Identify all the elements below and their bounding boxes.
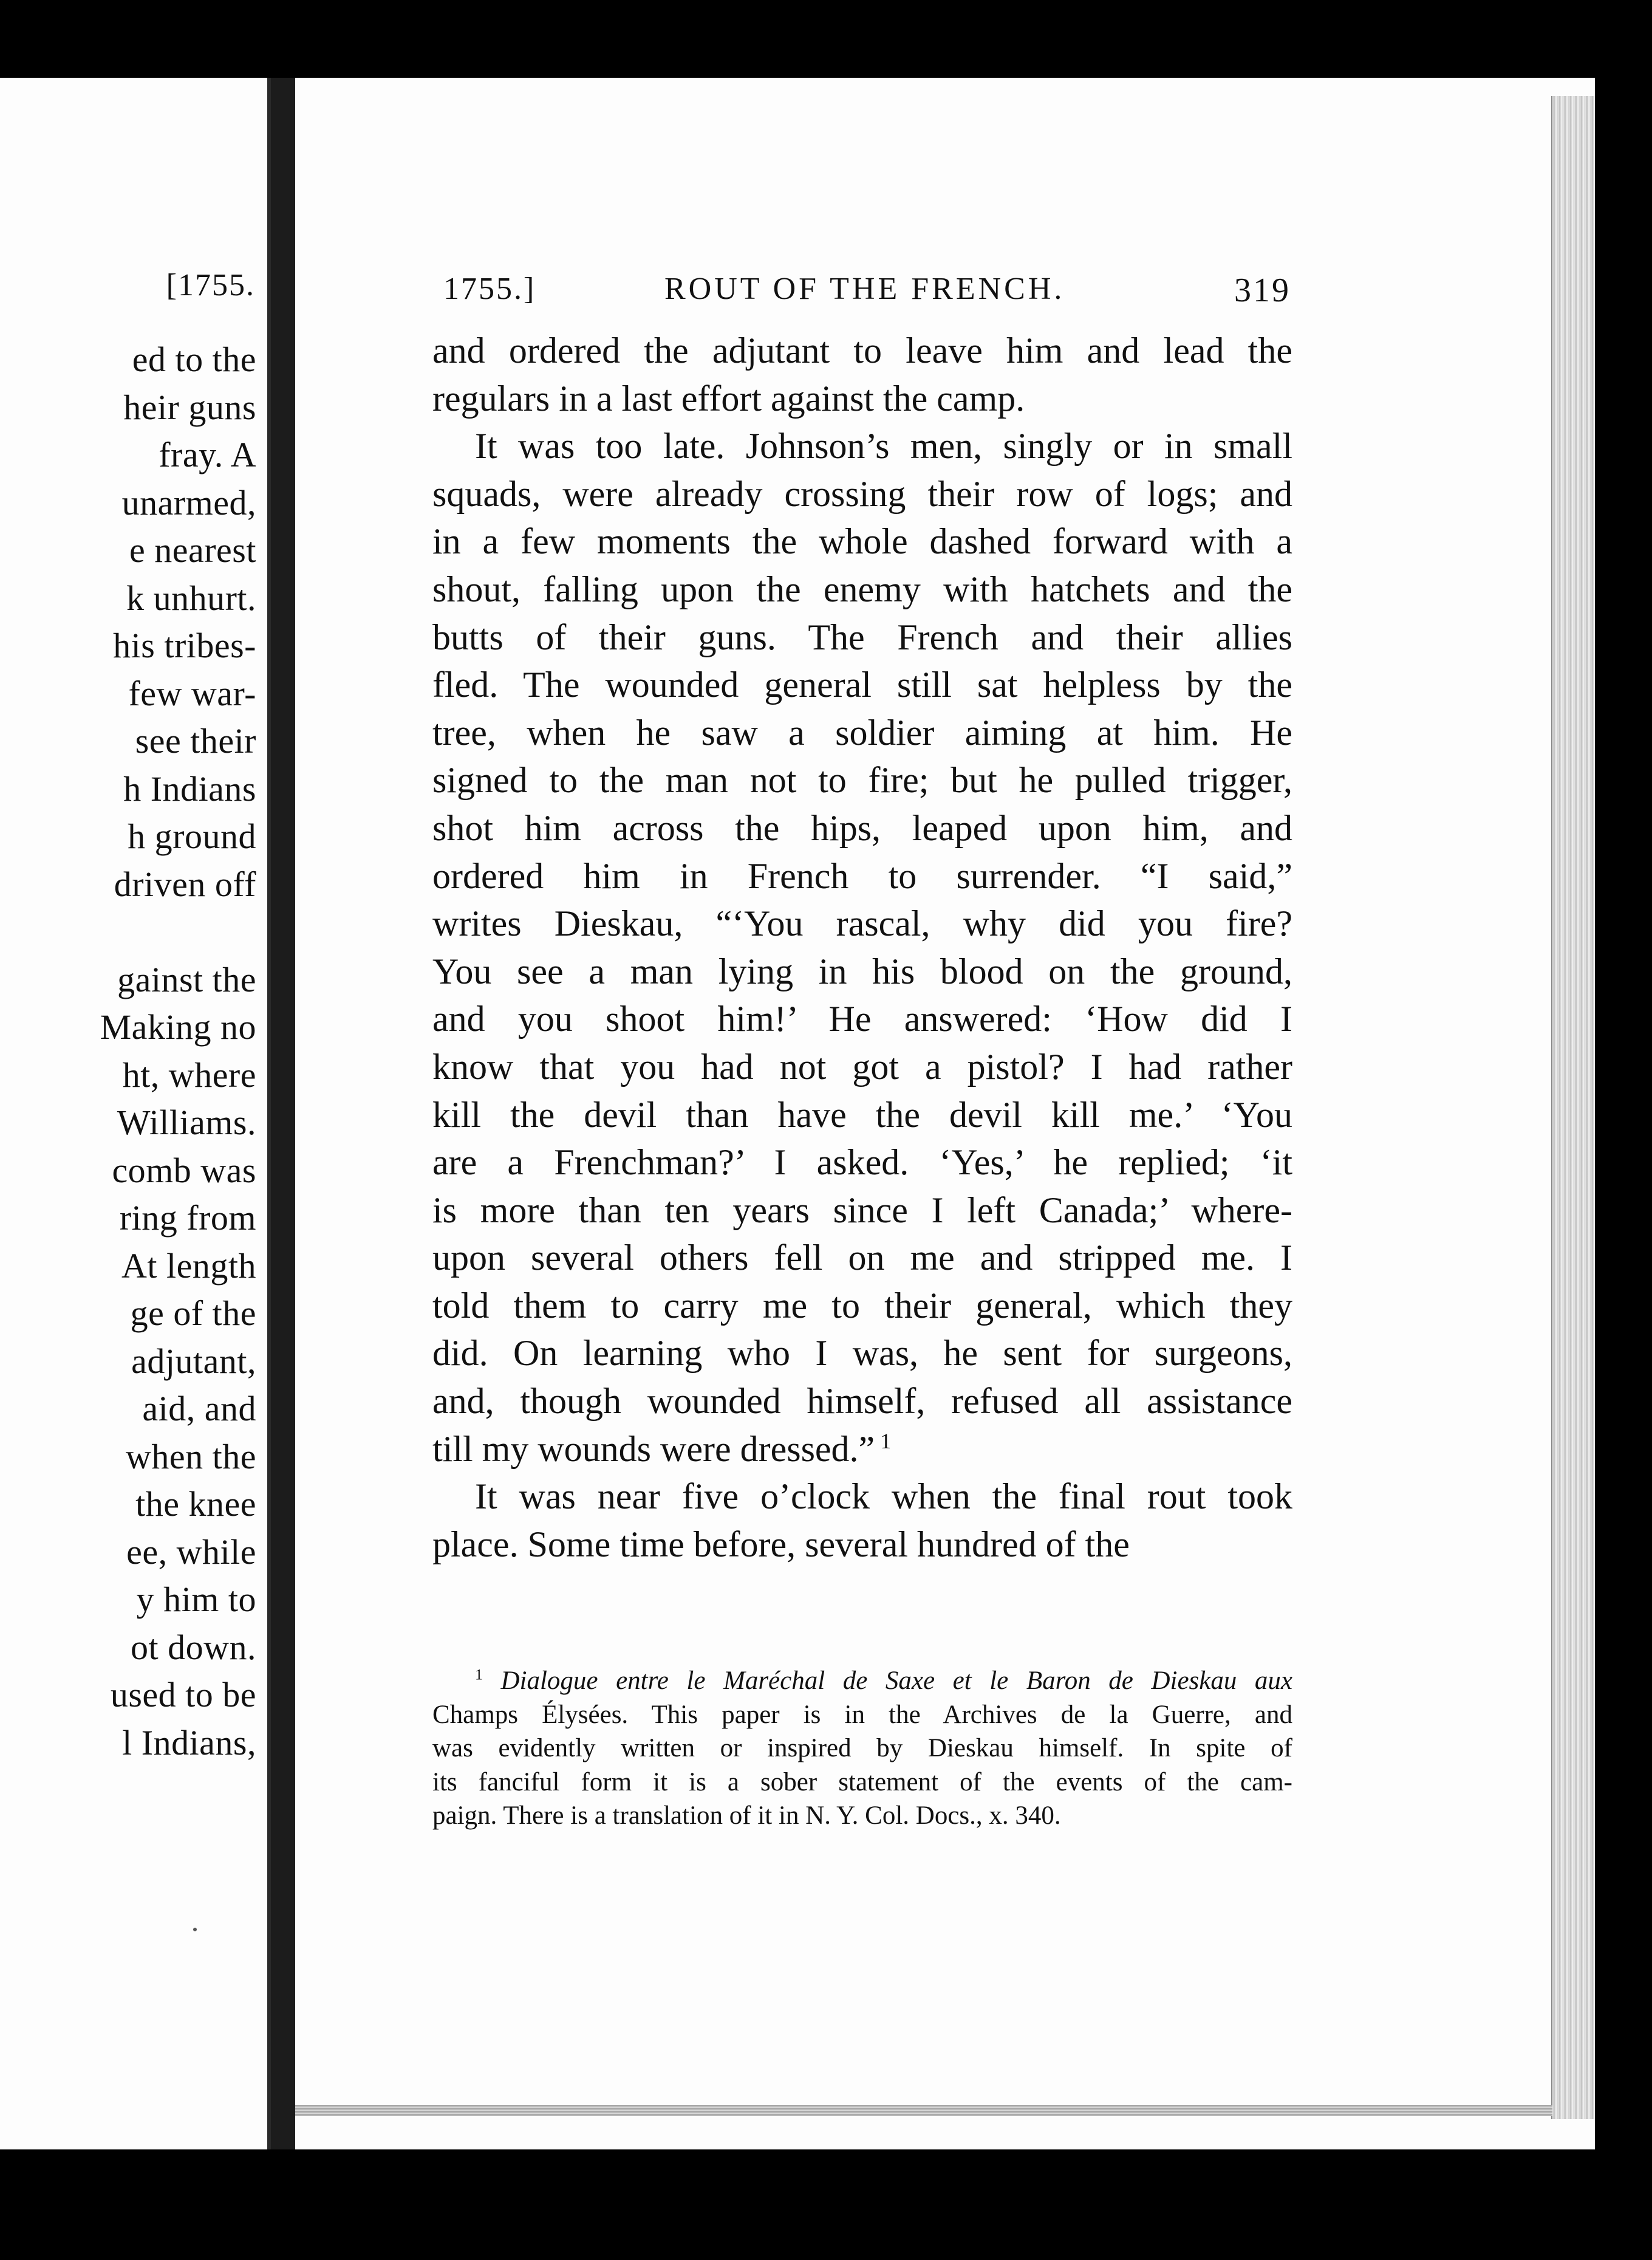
- book-spine: [271, 78, 295, 2149]
- left-text-line: h ground: [128, 817, 256, 856]
- page-number: 319: [1234, 272, 1291, 309]
- text-line-content: signed to the man not to fire; but he pulled trigger,: [432, 760, 1292, 801]
- text-line-content: and, though wounded himself, refused all assistance: [432, 1381, 1292, 1422]
- text-line: [432, 518, 1292, 566]
- left-text-line: driven off: [114, 864, 256, 904]
- footnote-line: [432, 1799, 1292, 1833]
- left-text-line: l Indians,: [122, 1722, 256, 1762]
- text-line: [432, 1186, 1292, 1234]
- text-line-content: writes Dieskau, “‘You rascal, why did you fire?: [432, 903, 1292, 944]
- text-line: [432, 375, 1292, 423]
- text-line-content: butts of their guns. The French and their allies: [432, 617, 1292, 657]
- text-line: [432, 1091, 1292, 1139]
- left-text-line: h Indians: [123, 769, 256, 809]
- text-line: [432, 422, 1292, 470]
- footnote-number: 1: [475, 1665, 483, 1683]
- text-line: [432, 327, 1292, 375]
- left-text-line: the knee: [135, 1484, 256, 1524]
- text-line: [432, 756, 1292, 804]
- text-line: [432, 709, 1292, 757]
- left-text-line: see their: [135, 721, 256, 761]
- footnote-text: was evidently written or inspired by Dieskau himself. In spite of: [432, 1734, 1292, 1762]
- left-text-line: [0, 908, 256, 956]
- text-line-content: tree, when he saw a soldier aiming at him. He: [432, 712, 1292, 753]
- footnote-text: its fanciful form it is a sober statement of the events of the cam-: [432, 1767, 1292, 1796]
- footnote-line: [432, 1765, 1292, 1799]
- left-text-line: Williams.: [117, 1103, 256, 1142]
- left-text-line: ht, where: [122, 1055, 256, 1095]
- text-line: [432, 852, 1292, 900]
- left-text-line: fray. A: [159, 435, 256, 474]
- left-text-line: ring from: [119, 1198, 256, 1238]
- right-page: [295, 78, 1595, 2149]
- speck: [193, 1928, 197, 1931]
- left-text-line: unarmed,: [121, 482, 256, 522]
- left-text-line: ge of the: [130, 1293, 256, 1333]
- footnote-line: [432, 1664, 1292, 1698]
- text-line: [432, 1377, 1292, 1425]
- left-text-line: e nearest: [129, 530, 256, 570]
- left-text-line: aid, and: [142, 1389, 256, 1428]
- text-line: [432, 1043, 1292, 1091]
- page-edge: [1551, 96, 1595, 2119]
- text-line-content: shout, falling upon the enemy with hatchets and the: [432, 569, 1292, 609]
- footnote-marker: 1: [875, 1428, 892, 1453]
- text-line-content: upon several others fell on me and stripped me. I: [432, 1238, 1292, 1278]
- text-line: [432, 1282, 1292, 1330]
- body-text: [432, 327, 1292, 1568]
- running-head-title: ROUT OF THE FRENCH.: [664, 272, 1065, 306]
- left-running-head: [1755.: [166, 268, 255, 303]
- text-line: [432, 1521, 1292, 1569]
- footnote-line: [432, 1698, 1292, 1732]
- left-text-line: Making no: [100, 1007, 256, 1047]
- text-line: [432, 566, 1292, 614]
- running-head: [443, 271, 1595, 313]
- left-text-line: when the: [126, 1436, 256, 1476]
- text-line: [432, 1139, 1292, 1186]
- text-line: [432, 614, 1292, 662]
- left-text-line: ee, while: [126, 1532, 256, 1572]
- left-text-line: ed to the: [132, 340, 256, 379]
- text-line: [432, 1234, 1292, 1282]
- text-line: [432, 948, 1292, 996]
- left-text-line: used to be: [110, 1675, 256, 1714]
- left-text-column: [0, 336, 256, 1767]
- footnote-text: paign. There is a translation of it in N. Y. Col. Docs., x. 340.: [432, 1801, 1061, 1830]
- text-line-content: and you shoot him!’ He answered: ‘How did I: [432, 999, 1292, 1039]
- bottom-page-edge: [295, 2105, 1552, 2116]
- text-line-content: did. On learning who I was, he sent for surgeons,: [432, 1333, 1292, 1374]
- left-page: [0, 78, 271, 2149]
- text-line-content: place. Some time before, several hundred of the: [432, 1524, 1130, 1564]
- left-text-line: his tribes-: [113, 626, 256, 665]
- text-line-content: till my wounds were dressed.”: [432, 1428, 875, 1469]
- left-text-line: few war-: [128, 673, 256, 713]
- running-head-year: 1755.]: [443, 272, 536, 306]
- text-line: [432, 661, 1292, 709]
- text-line-content: You see a man lying in his blood on the ground,: [432, 951, 1292, 991]
- text-line: [432, 470, 1292, 518]
- text-line: [432, 1329, 1292, 1377]
- text-line: [432, 995, 1292, 1043]
- left-text-line: heir guns: [123, 387, 256, 427]
- text-line-content: It was near five o’clock when the final rout took: [475, 1476, 1292, 1517]
- footnote-line: [432, 1731, 1292, 1765]
- left-text-line: y him to: [136, 1580, 256, 1619]
- text-line-content: fled. The wounded general still sat helpless by the: [432, 665, 1292, 705]
- text-line: [432, 804, 1292, 852]
- text-line-content: It was too late. Johnson’s men, singly or in small: [475, 426, 1292, 467]
- text-line: [432, 1473, 1292, 1521]
- text-line-content: squads, were already crossing their row of logs; and: [432, 473, 1292, 514]
- text-line-content: is more than ten years since I left Canada;’ where-: [432, 1190, 1292, 1230]
- footnote-text: Champs Élysées. This paper is in the Archives de la Guerre, and: [432, 1700, 1292, 1729]
- text-line-content: are a Frenchman?’ I asked. ‘Yes,’ he replied; ‘it: [432, 1142, 1292, 1183]
- text-line-content: and ordered the adjutant to leave him and lead the: [432, 330, 1292, 371]
- left-text-line: gainst the: [117, 959, 256, 999]
- text-line: [432, 900, 1292, 948]
- text-line-content: regulars in a last effort against the camp.: [432, 378, 1025, 419]
- footnote-text: Dialogue entre le Maréchal de Saxe et le Baron de Dieskau aux: [500, 1666, 1293, 1695]
- left-text-line: comb was: [112, 1150, 256, 1190]
- text-line-content: shot him across the hips, leaped upon him, and: [432, 807, 1292, 848]
- text-line-content: ordered him in French to surrender. “I said,”: [432, 855, 1292, 896]
- text-line-content: know that you had not got a pistol? I had rather: [432, 1046, 1292, 1087]
- left-text-line: adjutant,: [131, 1341, 256, 1381]
- left-text-line: At length: [121, 1245, 256, 1286]
- text-line: [432, 1425, 1292, 1473]
- text-line-content: kill the devil than have the devil kill me.’ ‘You: [432, 1094, 1292, 1135]
- text-line-content: in a few moments the whole dashed forward with a: [432, 521, 1292, 562]
- left-text-line: k unhurt.: [126, 578, 256, 618]
- text-line-content: told them to carry me to their general, which they: [432, 1285, 1292, 1326]
- footnote: [432, 1664, 1292, 1833]
- left-text-line: ot down.: [131, 1627, 256, 1667]
